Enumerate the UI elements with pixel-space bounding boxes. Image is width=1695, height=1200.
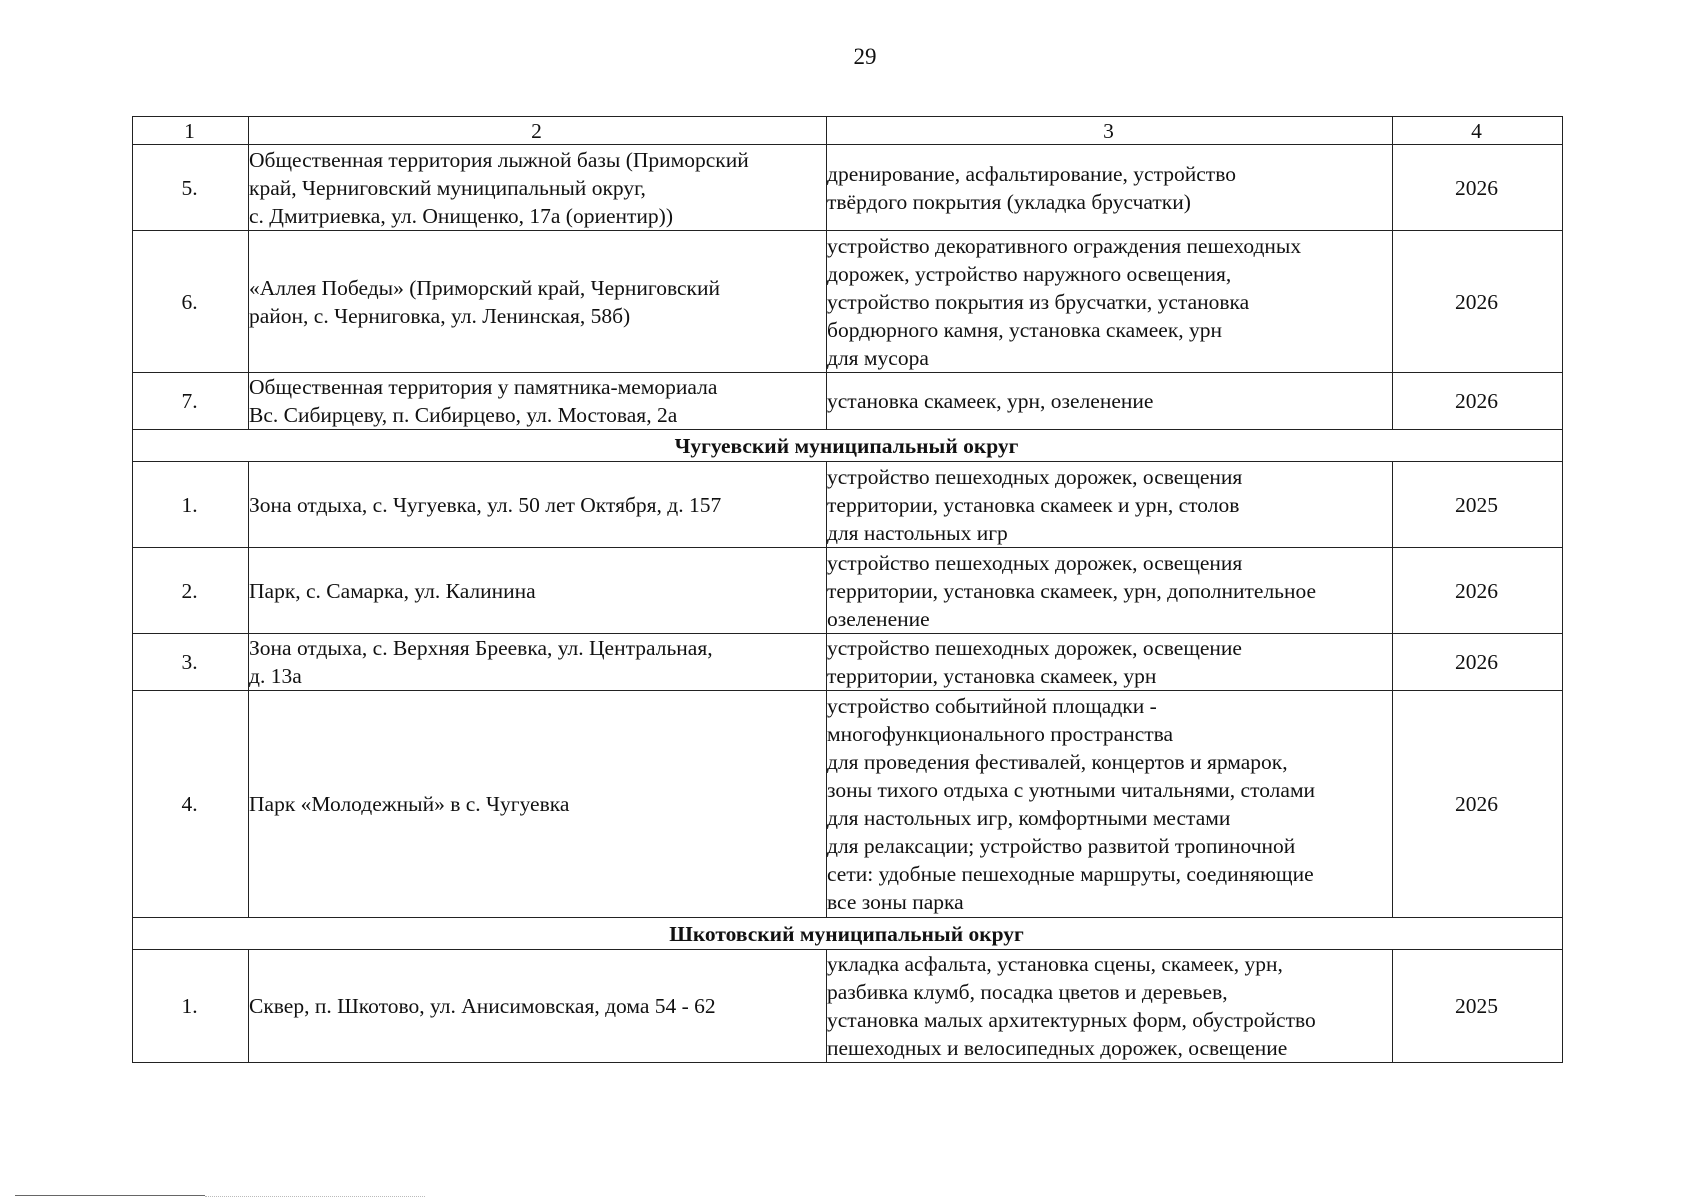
object-line: район, с. Черниговка, ул. Ленинская, 58б): [249, 303, 631, 328]
header-row: [133, 117, 1563, 145]
object-cell: [249, 950, 827, 1063]
object-line: Зона отдыха, с. Верхняя Бреевка, ул. Центральная,: [249, 636, 713, 660]
works-line: озеленение: [827, 606, 930, 631]
works-cell: [827, 691, 1393, 918]
works-line: устройство пешеходных дорожек, освещение: [827, 636, 1242, 660]
section-row-chuguevsky: [133, 430, 1563, 462]
year-cell: 2025: [1393, 462, 1563, 548]
table-row: [133, 373, 1563, 430]
works-line: все зоны парка: [827, 890, 964, 914]
object-cell: [249, 691, 827, 918]
row-number: 1.: [133, 950, 249, 1063]
object-cell: [249, 548, 827, 634]
row-number: 2.: [133, 548, 249, 634]
works-cell: [827, 548, 1393, 634]
works-line: устройство пешеходных дорожек, освещения: [827, 550, 1243, 575]
object-cell: [249, 145, 827, 231]
year-cell: 2026: [1393, 691, 1563, 918]
year-cell: 2025: [1393, 950, 1563, 1063]
year-cell: 2026: [1393, 373, 1563, 430]
works-line: установка скамеек, урн, озеленение: [827, 389, 1154, 413]
works-cell: [827, 231, 1393, 373]
works-table: [132, 116, 1563, 1063]
header-cell: 4: [1393, 117, 1563, 145]
row-number: 3.: [133, 634, 249, 691]
works-cell: [827, 145, 1393, 231]
header-cell: 1: [133, 117, 249, 145]
footer-rule-faint: [205, 1196, 425, 1197]
year-cell: 2026: [1393, 634, 1563, 691]
works-line: для проведения фестивалей, концертов и ярмарок,: [827, 750, 1288, 774]
table-row: [133, 231, 1563, 373]
object-line: «Аллея Победы» (Приморский край, Черниговский: [249, 275, 720, 300]
works-line: разбивка клумб, посадка цветов и деревьев,: [827, 980, 1228, 1004]
section-row-shkotovsky: [133, 918, 1563, 950]
object-line: Вс. Сибирцеву, п. Сибирцево, ул. Мостовая, 2а: [249, 403, 678, 427]
works-line: дорожек, устройство наружного освещения,: [827, 261, 1232, 286]
works-line: твёрдого покрытия (укладка брусчатки): [827, 189, 1191, 214]
row-number: 1.: [133, 462, 249, 548]
works-line: устройство декоративного ограждения пешеходных: [827, 233, 1302, 258]
row-number: 5.: [133, 145, 249, 231]
works-line: для настольных игр: [827, 520, 1008, 545]
row-number: 7.: [133, 373, 249, 430]
object-line: Парк, с. Самарка, ул. Калинина: [249, 578, 536, 603]
object-line: д. 13а: [249, 664, 302, 688]
object-line: Сквер, п. Шкотово, ул. Анисимовская, дома 54 - 62: [249, 994, 716, 1018]
header-cell: 2: [249, 117, 827, 145]
section-title: Шкотовский муниципальный округ: [133, 918, 1563, 950]
works-cell: [827, 373, 1393, 430]
works-line: территории, установка скамеек и урн, столов: [827, 492, 1240, 517]
year-cell: 2026: [1393, 231, 1563, 373]
object-line: Общественная территория лыжной базы (Приморский: [249, 147, 749, 172]
header-cell: 3: [827, 117, 1393, 145]
works-line: многофункционального пространства: [827, 722, 1174, 746]
works-line: дренирование, асфальтирование, устройство: [827, 161, 1236, 186]
works-line: территории, установка скамеек, урн: [827, 664, 1157, 688]
table-row: [133, 950, 1563, 1063]
page-number: 29: [853, 44, 877, 69]
object-line: Зона отдыха, с. Чугуевка, ул. 50 лет Октября, д. 157: [249, 492, 722, 517]
works-line: сети: удобные пешеходные маршруты, соединяющие: [827, 862, 1314, 886]
works-cell: [827, 462, 1393, 548]
table-row: [133, 691, 1563, 918]
works-line: укладка асфальта, установка сцены, скамеек, урн,: [827, 952, 1283, 976]
table-row: [133, 462, 1563, 548]
year-cell: 2026: [1393, 548, 1563, 634]
table-row: [133, 634, 1563, 691]
works-line: территории, установка скамеек, урн, дополнительное: [827, 578, 1317, 603]
table-row: [133, 548, 1563, 634]
works-line: пешеходных и велосипедных дорожек, освещение: [827, 1036, 1288, 1060]
object-cell: [249, 634, 827, 691]
row-number: 4.: [133, 691, 249, 918]
works-line: устройство пешеходных дорожек, освещения: [827, 464, 1243, 489]
works-line: устройство событийной площадки -: [827, 694, 1157, 718]
works-line: для релаксации; устройство развитой тропиночной: [827, 834, 1296, 858]
object-cell: [249, 231, 827, 373]
works-line: устройство покрытия из брусчатки, установка: [827, 289, 1250, 314]
row-number: 6.: [133, 231, 249, 373]
works-line: бордюрного камня, установка скамеек, урн: [827, 317, 1223, 342]
object-cell: [249, 462, 827, 548]
object-cell: [249, 373, 827, 430]
works-line: для настольных игр, комфортными местами: [827, 806, 1231, 830]
object-line: с. Дмитриевка, ул. Онищенко, 17а (ориентир)): [249, 203, 673, 228]
object-line: край, Черниговский муниципальный округ,: [249, 175, 646, 200]
works-line: зоны тихого отдыха с уютными читальнями, столами: [827, 778, 1316, 802]
works-line: для мусора: [827, 345, 929, 370]
footer-rule: [15, 1195, 205, 1196]
works-cell: [827, 950, 1393, 1063]
object-line: Парк «Молодежный» в с. Чугуевка: [249, 792, 570, 816]
object-line: Общественная территория у памятника-мемориала: [249, 375, 718, 399]
works-line: установка малых архитектурных форм, обустройство: [827, 1008, 1316, 1032]
table-row: [133, 145, 1563, 231]
section-title: Чугуевский муниципальный округ: [133, 430, 1563, 462]
year-cell: 2026: [1393, 145, 1563, 231]
works-cell: [827, 634, 1393, 691]
